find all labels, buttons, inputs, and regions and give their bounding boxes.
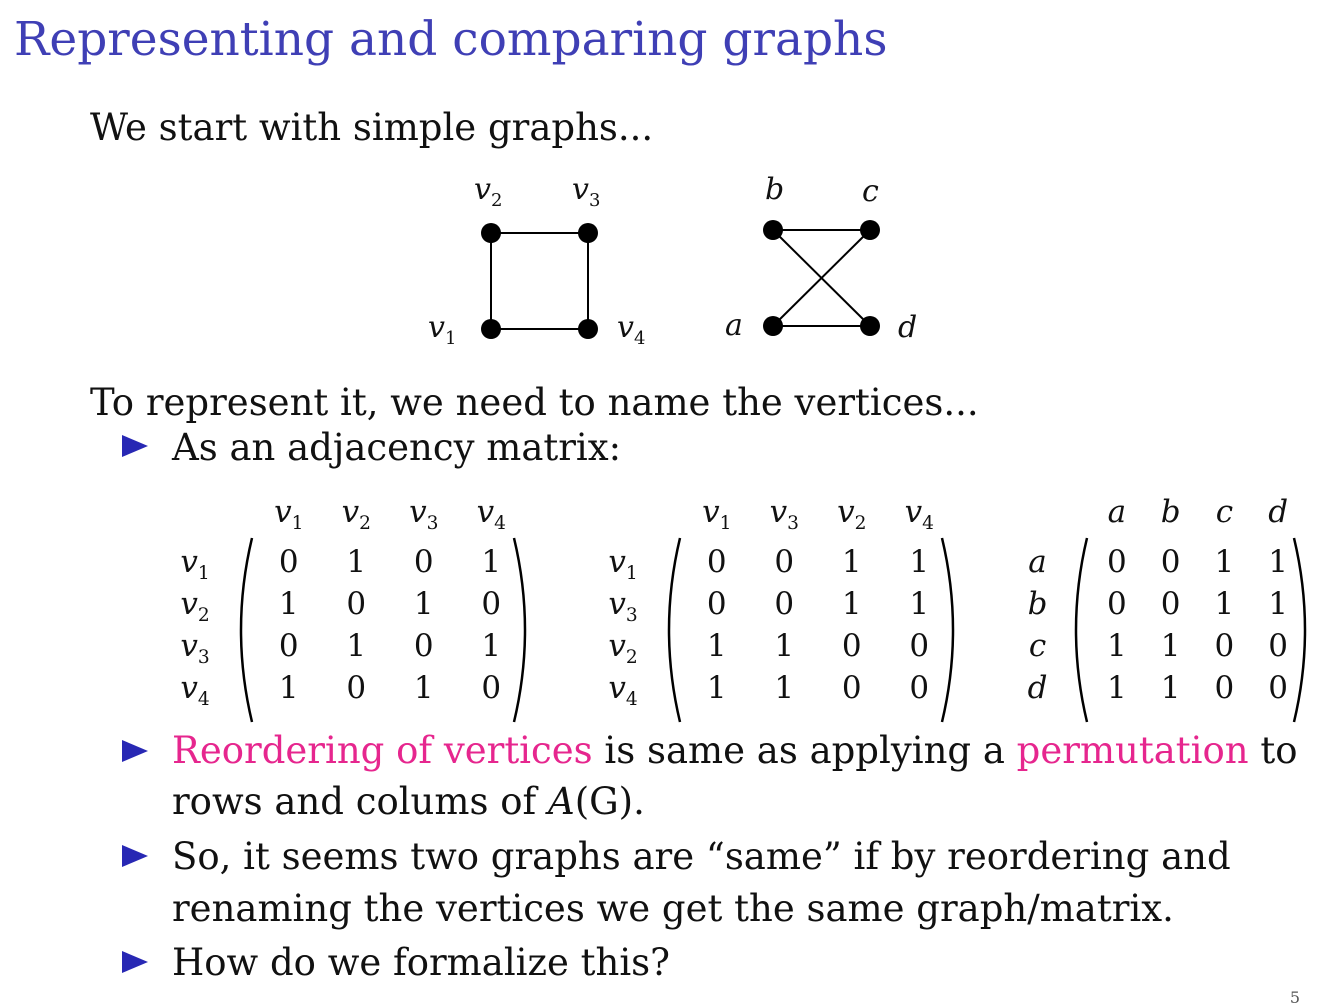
row-label: a bbox=[1028, 544, 1047, 580]
matrix-cell: 0 bbox=[909, 670, 930, 706]
left-paren bbox=[1076, 538, 1087, 722]
label-v1: $v_1$ bbox=[428, 310, 457, 349]
row-label: $v_4$ bbox=[180, 670, 210, 711]
matrix-cell: 1 bbox=[1160, 628, 1181, 664]
matrix-cell: 1 bbox=[1107, 628, 1127, 664]
matrix-cell: 1 bbox=[1268, 586, 1288, 622]
bullet-icon bbox=[122, 951, 148, 973]
matrix-cell: 1 bbox=[1214, 544, 1235, 580]
column-label: c bbox=[1215, 494, 1234, 530]
matrix-cell: 0 bbox=[346, 586, 367, 622]
matrix-parentheses bbox=[170, 494, 540, 714]
row-label: d bbox=[1027, 670, 1048, 706]
column-label: $v_2$ bbox=[341, 494, 371, 535]
column-label: $v_3$ bbox=[769, 494, 799, 535]
matrix-cell: 1 bbox=[346, 544, 367, 580]
matrix-cell: 1 bbox=[413, 586, 434, 622]
bullet-icon bbox=[122, 845, 148, 867]
graph-square bbox=[0, 0, 1336, 380]
label-b: b bbox=[765, 172, 785, 207]
matrix-cell: 0 bbox=[706, 544, 727, 580]
matrix-cell: 1 bbox=[1160, 670, 1181, 706]
matrix-cell: 1 bbox=[774, 628, 795, 664]
adjacency-matrix-1 bbox=[170, 494, 540, 714]
matrix-cell: 1 bbox=[774, 670, 795, 706]
vertex-v2 bbox=[481, 223, 501, 243]
matrix-cell: 1 bbox=[841, 586, 862, 622]
math-G: (G) bbox=[574, 780, 634, 823]
left-paren bbox=[241, 538, 252, 722]
matrix-cell: 0 bbox=[841, 670, 862, 706]
matrix-cell: 1 bbox=[278, 586, 299, 622]
label-v2: $v_2$ bbox=[474, 172, 503, 211]
column-label: $v_1$ bbox=[702, 494, 732, 535]
right-paren bbox=[942, 538, 953, 722]
column-label: d bbox=[1268, 494, 1289, 530]
row-label: $v_2$ bbox=[608, 628, 638, 669]
period: . bbox=[633, 780, 645, 823]
vertex-d bbox=[860, 316, 880, 336]
column-label: $v_4$ bbox=[904, 494, 934, 535]
row-label: $v_4$ bbox=[608, 670, 638, 711]
matrix-cell: 0 bbox=[774, 544, 795, 580]
bullet-icon bbox=[122, 435, 148, 457]
permutation-highlight: permutation bbox=[1016, 729, 1249, 772]
reordering-to: to bbox=[1248, 729, 1298, 772]
matrix-cell: 0 bbox=[278, 628, 299, 664]
slide-title: Representing and comparing graphs bbox=[14, 12, 888, 67]
label-d: d bbox=[898, 310, 918, 345]
column-label: $v_2$ bbox=[837, 494, 867, 535]
label-a: a bbox=[725, 308, 743, 343]
row-label: $v_1$ bbox=[608, 544, 638, 585]
left-paren bbox=[669, 538, 680, 722]
matrix-cell: 1 bbox=[1214, 586, 1235, 622]
label-c: c bbox=[862, 174, 879, 209]
matrix-cell: 1 bbox=[1268, 544, 1288, 580]
matrix-cell: 0 bbox=[1107, 544, 1127, 580]
vertex-a bbox=[763, 316, 783, 336]
reordering-text: is same as applying a bbox=[592, 729, 1017, 772]
matrix-cell: 0 bbox=[1160, 544, 1181, 580]
bullet-reordering-line1 bbox=[172, 729, 1298, 772]
vertex-v3 bbox=[578, 223, 598, 243]
column-label: $v_1$ bbox=[274, 494, 304, 535]
matrix-cell: 1 bbox=[413, 670, 434, 706]
matrix-cell: 0 bbox=[481, 670, 502, 706]
matrix-cell: 1 bbox=[481, 544, 502, 580]
matrix-cell: 1 bbox=[481, 628, 502, 664]
matrix-cell: 0 bbox=[278, 544, 299, 580]
matrix-cell: 1 bbox=[1107, 670, 1127, 706]
matrix-cell: 0 bbox=[841, 628, 862, 664]
matrix-cell: 0 bbox=[1214, 670, 1235, 706]
matrix-cell: 0 bbox=[1107, 586, 1127, 622]
label-v4: $v_4$ bbox=[617, 310, 646, 349]
matrix-parentheses bbox=[1020, 494, 1320, 714]
matrix-cell: 1 bbox=[278, 670, 299, 706]
matrix-cell: 0 bbox=[1214, 628, 1235, 664]
reordering-highlight: Reordering of vertices bbox=[172, 729, 593, 772]
matrix-cell: 0 bbox=[413, 544, 434, 580]
matrix-cell: 0 bbox=[774, 586, 795, 622]
row-label: $v_1$ bbox=[180, 544, 210, 585]
math-A: A bbox=[547, 780, 575, 823]
row-label: $v_3$ bbox=[180, 628, 210, 669]
matrix-cell: 0 bbox=[1268, 628, 1288, 664]
right-paren bbox=[1294, 538, 1305, 722]
vertex-b bbox=[763, 220, 783, 240]
matrix-cell: 1 bbox=[841, 544, 862, 580]
matrix-cell: 1 bbox=[909, 586, 930, 622]
label-v3: $v_3$ bbox=[572, 172, 601, 211]
row-label: b bbox=[1027, 586, 1048, 622]
matrix-cell: 1 bbox=[706, 670, 727, 706]
column-label: $v_3$ bbox=[409, 494, 439, 535]
matrix-cell: 0 bbox=[413, 628, 434, 664]
column-label: b bbox=[1160, 494, 1181, 530]
bullet-formalize: How do we formalize this? bbox=[172, 941, 671, 984]
bullet-same-line2: renaming the vertices we get the same graph/matrix. bbox=[172, 887, 1174, 930]
matrix-cell: 0 bbox=[1160, 586, 1181, 622]
right-paren bbox=[514, 538, 525, 722]
matrix-cell: 0 bbox=[1268, 670, 1288, 706]
row-label: $v_3$ bbox=[608, 586, 638, 627]
bullet-icon bbox=[122, 740, 148, 762]
vertex-v1 bbox=[481, 319, 501, 339]
row-label: c bbox=[1028, 628, 1047, 664]
matrix-cell: 1 bbox=[909, 544, 930, 580]
column-label: $v_4$ bbox=[476, 494, 506, 535]
represent-text: To represent it, we need to name the vertices... bbox=[90, 381, 979, 424]
bullet-reordering-line2 bbox=[172, 780, 645, 823]
matrix-cell: 0 bbox=[346, 670, 367, 706]
rows-cols-text: rows and colums of bbox=[172, 780, 548, 823]
bullet-same-line1: So, it seems two graphs are “same” if by reordering and bbox=[172, 835, 1231, 878]
vertex-c bbox=[860, 220, 880, 240]
page-number: 5 bbox=[1289, 988, 1300, 1007]
row-label: $v_2$ bbox=[180, 586, 210, 627]
matrix-cell: 0 bbox=[706, 586, 727, 622]
matrix-cell: 1 bbox=[346, 628, 367, 664]
adjacency-matrix-2 bbox=[598, 494, 968, 714]
column-label: a bbox=[1107, 494, 1127, 530]
matrix-parentheses bbox=[598, 494, 968, 714]
matrix-cell: 0 bbox=[481, 586, 502, 622]
matrix-cell: 0 bbox=[909, 628, 930, 664]
adjacency-matrix-3 bbox=[1020, 494, 1320, 714]
vertex-v4 bbox=[578, 319, 598, 339]
intro-text: We start with simple graphs... bbox=[90, 106, 654, 149]
matrix-cell: 1 bbox=[706, 628, 727, 664]
bullet-adjacency: As an adjacency matrix: bbox=[172, 426, 622, 469]
